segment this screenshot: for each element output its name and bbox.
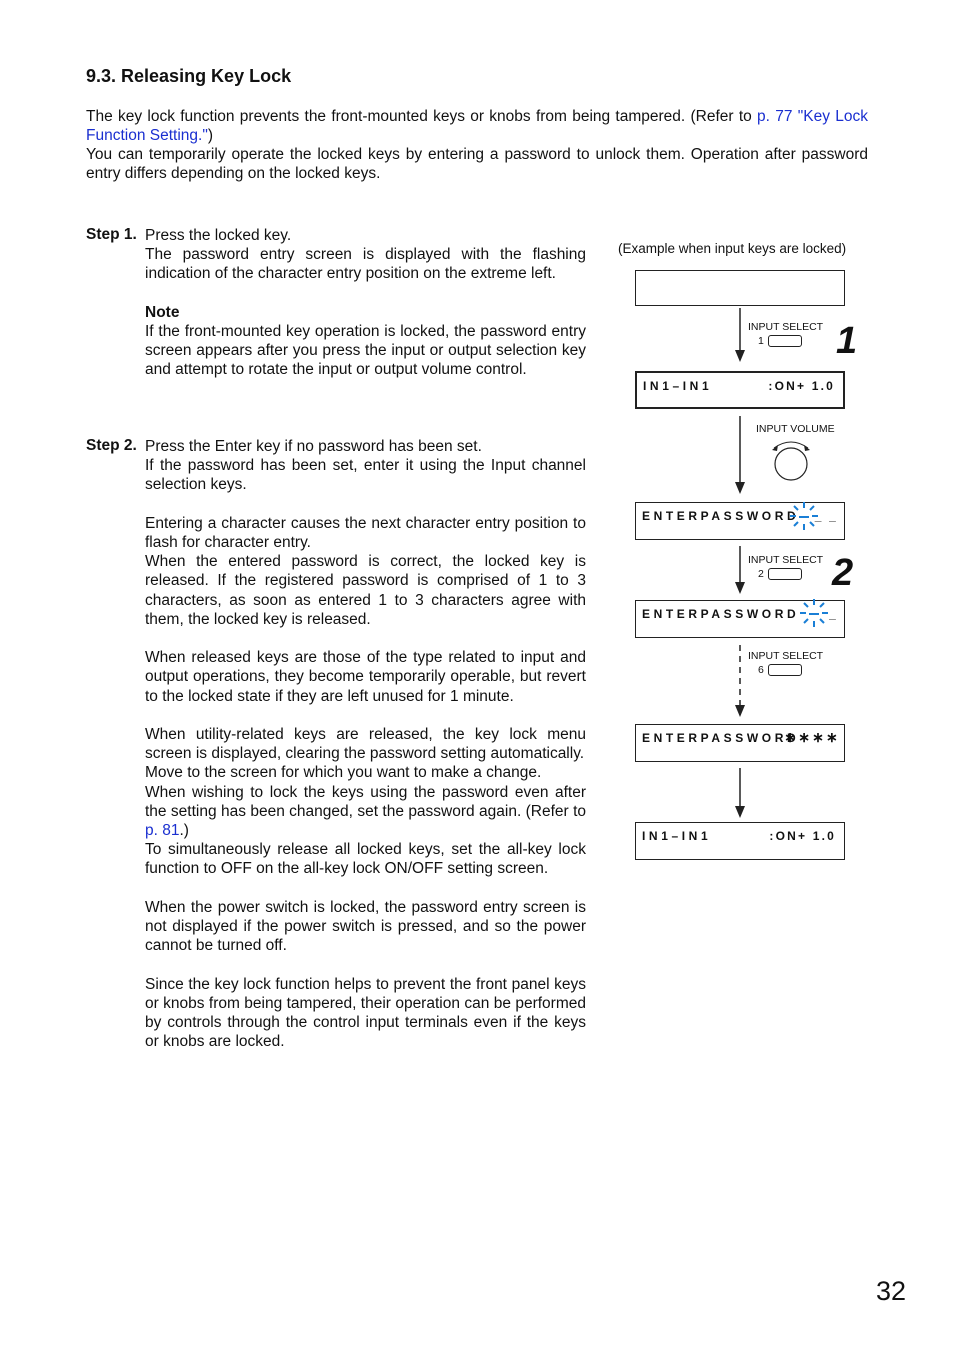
lcd-pw-text: ENTERPASSWORD xyxy=(642,509,800,523)
lcd-pw-text: ENTERPASSWORD xyxy=(642,731,800,745)
lcd-channel: IN1–IN1 xyxy=(642,829,712,843)
lcd-channel: IN1–IN1 xyxy=(643,379,713,393)
step-number-2: 2 xyxy=(832,552,854,594)
step-1-line-1: Press the locked key. xyxy=(145,227,292,244)
key-number-6: 6 xyxy=(758,664,764,676)
step-2-p2: If the password has been set, enter it using the Input channel selection keys. xyxy=(145,457,586,494)
step-2-p11: Since the key lock function helps to prevent the front panel keys or knobs from being tampered, their operation can be performed by controls through the control input terminals even if the keys or knobs are locked. xyxy=(145,975,586,1051)
input-select-label-2: INPUT SELECT xyxy=(748,554,824,566)
arrow-down-icon xyxy=(732,768,748,820)
step-2-p10: When the power switch is locked, the password entry screen is not displayed if the power switch is pressed, and so the power cannot be turned off. xyxy=(145,898,586,955)
lcd-level: :ON+ 1.0 xyxy=(769,829,836,843)
lcd-input-status xyxy=(635,371,845,409)
arrow-down-icon xyxy=(732,308,748,364)
step-2-p5: When released keys are those of the type related to input and output operations, they become temporarily operable, but revert to the locked state if they are left unused for 1 minute. xyxy=(145,649,586,705)
section-title: 9.3. Releasing Key Lock xyxy=(86,66,292,86)
key-number-2: 2 xyxy=(758,568,764,580)
step-2-body xyxy=(145,437,586,1051)
note-text: If the front-mounted key operation is locked, the password entry screen appears after you press the input or output selection key and attempt to rotate the input or output volume control. xyxy=(145,323,586,379)
flashing-cursor-icon xyxy=(797,597,831,629)
lcd-pw-tail: _ xyxy=(829,607,838,621)
page-number: 32 xyxy=(876,1276,907,1306)
step-1-line-2: The password entry screen is displayed with the flashing indication of the character entry position on the extreme left. xyxy=(145,246,586,283)
input-select-key-1[interactable] xyxy=(768,335,802,347)
input-select-label-1: INPUT SELECT xyxy=(748,321,824,333)
arrow-down-icon xyxy=(732,416,748,496)
intro-text-end: ) xyxy=(207,127,213,144)
diagram-caption: (Example when input keys are locked) xyxy=(618,241,847,256)
step-number-1: 1 xyxy=(836,320,858,362)
key-number-1: 1 xyxy=(758,335,764,347)
step-2-p4: When the entered password is correct, the locked key is released. If the registered password is comprised of 1 to 3 characters, as soon as entered 1 to 3 characters agree with them, the locked key is released. xyxy=(145,553,586,628)
step-2-p8: When wishing to lock the keys using the password even after the setting has been changed, set the password again. (Refer to p. 81.) xyxy=(145,783,586,840)
intro-paragraph-1 xyxy=(86,107,868,145)
note-title: Note xyxy=(145,303,180,321)
lcd-password-complete xyxy=(635,724,845,762)
input-select-key-6[interactable] xyxy=(768,664,802,676)
volume-knob-icon[interactable] xyxy=(768,436,814,484)
step-2-label: Step 2. xyxy=(86,437,137,454)
input-volume-label: INPUT VOLUME xyxy=(756,423,835,435)
step-2-p3: Entering a character causes the next character entry position to flash for character entry. xyxy=(145,514,586,551)
key-lock-setting-link[interactable]: p. 77 "Key Lock Function Setting." xyxy=(86,108,868,144)
intro-paragraph-2: You can temporarily operate the locked keys by entering a password to unlock them. Operation after password entry differs depending on the locked keys. xyxy=(86,146,868,182)
step-1-label: Step 1. xyxy=(86,226,137,243)
lcd-blank xyxy=(635,270,845,306)
step-2-p6: When utility-related keys are released, the key lock menu screen is displayed, clearing the password setting automatically. xyxy=(145,726,586,763)
lcd-pw-text: ENTERPASSWORD xyxy=(642,607,800,621)
lcd-input-status-unlocked xyxy=(635,822,845,860)
intro-text: The key lock function prevents the front-mounted keys or knobs from being tampered. (Refer to xyxy=(86,108,758,125)
p81-link[interactable]: p. 81 xyxy=(145,822,180,840)
step-2-p7: Move to the screen for which you want to make a change. xyxy=(145,764,542,782)
flashing-cursor-icon xyxy=(787,500,821,532)
lcd-pw-tail: _ _ xyxy=(814,509,838,523)
step-2-p1: Press the Enter key if no password has been set. xyxy=(145,438,482,455)
arrow-down-icon xyxy=(732,546,748,596)
step-2-p9: To simultaneously release all locked keys, set the all-key lock function to OFF on the all-key lock ON/OFF setting screen. xyxy=(145,841,586,878)
lcd-level: :ON+ 1.0 xyxy=(768,379,835,393)
lcd-pw-masked: ∗∗∗∗ xyxy=(784,729,840,745)
input-select-label-6: INPUT SELECT xyxy=(748,650,824,662)
dashed-arrow-down-icon xyxy=(732,645,748,719)
step-1-body xyxy=(145,226,586,380)
input-select-key-2[interactable] xyxy=(768,568,802,580)
